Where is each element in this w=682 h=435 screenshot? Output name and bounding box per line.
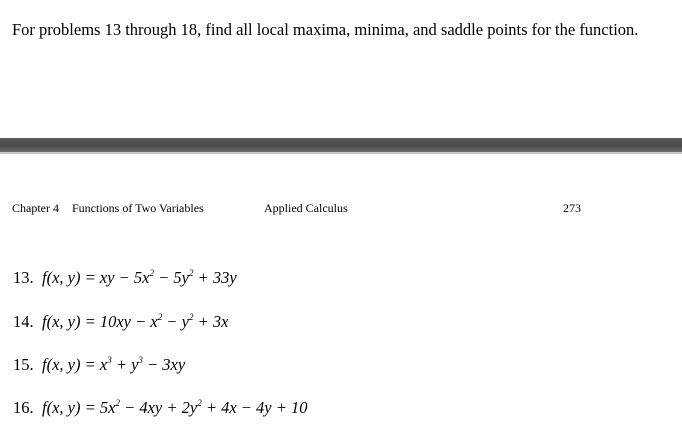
- header-book-title: Applied Calculus: [264, 201, 348, 215]
- function-expression: f(x, $y) = x^3 + y^3 - 3xy$: [42, 355, 186, 374]
- problem-number: 15.: [13, 355, 34, 374]
- problem-15: [13, 355, 185, 375]
- header-page-number: 273: [563, 201, 581, 215]
- function-expression: f(x, y) = xy − $5x^2 - 5y^2 + 33y$: [42, 268, 237, 287]
- function-expression: f(x, $y) = 10xy - x^2 - y^2 + 3x$: [42, 312, 229, 331]
- problem-13: [13, 268, 237, 288]
- page-break-divider: [0, 138, 682, 152]
- problem-number: 16.: [13, 398, 34, 417]
- problem-14: [13, 312, 228, 332]
- function-expression: f(x, $y) = 5x^2 - 4xy + 2y^2 + 4x - 4y + 10$: [42, 398, 308, 417]
- header-section-title: Functions of Two Variables: [72, 201, 204, 215]
- problem-16: [13, 398, 308, 418]
- problem-instructions: For problems 13 through 18, find all local maxima, minima, and saddle points for the function.: [12, 20, 639, 39]
- header-chapter: Chapter 4: [12, 201, 59, 215]
- problem-number: 14.: [13, 312, 34, 331]
- problem-number: 13.: [13, 268, 34, 287]
